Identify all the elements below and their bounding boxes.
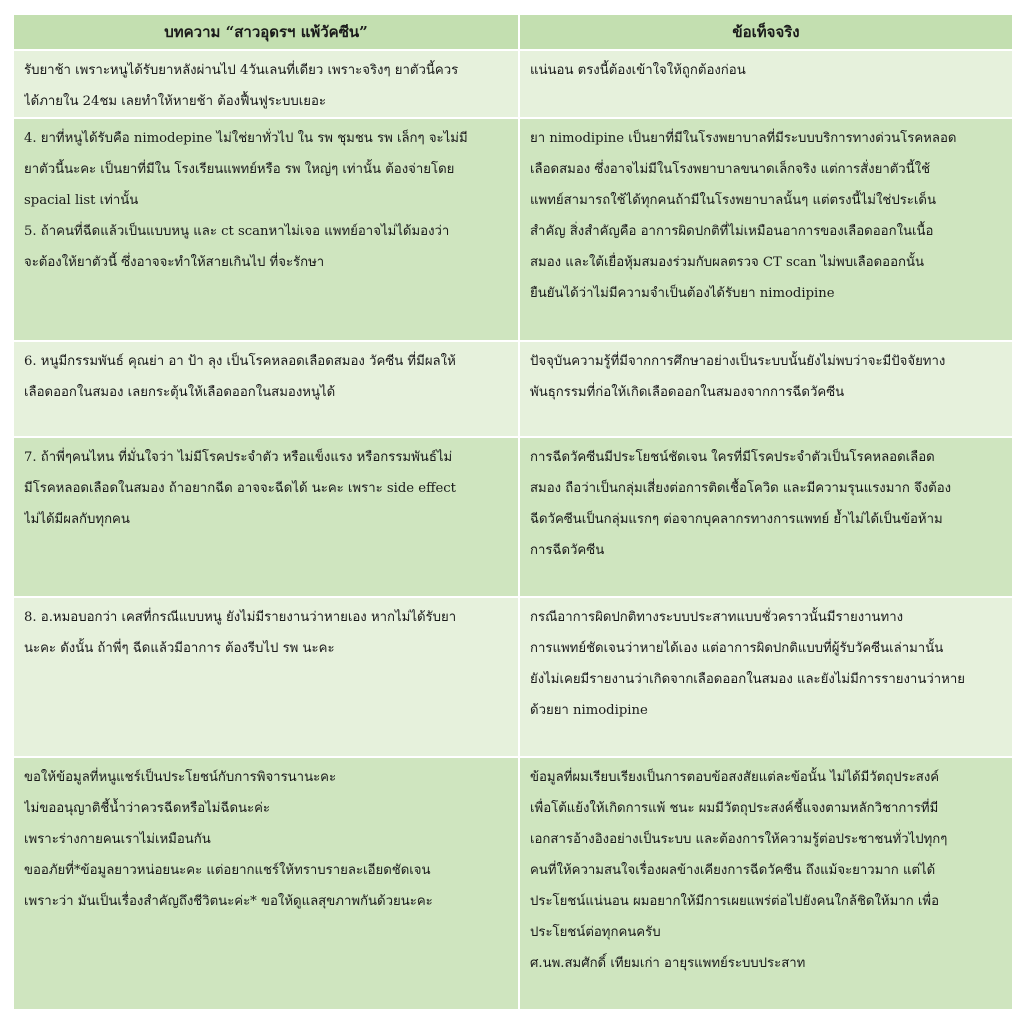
claim-cell — [13, 437, 519, 597]
header-article-claims: บทความ “สาวอุดรฯ แพ้วัคซีน” — [13, 14, 519, 50]
claim-line: 4. ยาที่หนูได้รับคือ nimodepine ไม่ใช่ยาทั่วไป ใน รพ ชุมชน รพ เล็กๆ จะไม่มี — [24, 131, 468, 146]
claim-line: มีโรคหลอดเลือดในสมอง ถ้าอยากฉีด อาจจะฉีดได้ นะคะ เพราะ side effect — [24, 481, 456, 496]
fact-line: กรณีอาการผิดปกติทางระบบประสาทแบบชั่วคราวนั้นมีรายงานทาง — [530, 610, 904, 625]
table-row — [13, 437, 1013, 597]
claim-line: 6. หนูมีกรรมพันธ์ คุณย่า อา ป้า ลุง เป็นโรคหลอดเลือดสมอง วัคซีน ที่มีผลให้ — [24, 354, 456, 369]
fact-line: สมอง และใต้เยื่อหุ้มสมองร่วมกับผลตรวจ CT scan ไม่พบเลือดออกนั้น — [530, 255, 925, 270]
claim-line: ขออภัยที่*ข้อมูลยาวหน่อยนะคะ แต่อยากแชร์ให้ทราบรายละเอียดชัดเจน — [24, 863, 431, 878]
claim-line: จะต้องให้ยาตัวนี้ ซึ่งอาจจะทำให้สายเกินไป ที่จะรักษา — [24, 255, 325, 270]
claim-cell — [13, 597, 519, 757]
fact-line: แน่นอน ตรงนี้ต้องเข้าใจให้ถูกต้องก่อน — [530, 63, 746, 78]
header-facts: ข้อเท็จจริง — [519, 14, 1013, 50]
comparison-table — [12, 13, 1014, 1011]
fact-line: การแพทย์ชัดเจนว่าหายได้เอง แต่อาการผิดปกติแบบที่ผู้รับวัคซีนเล่ามานั้น — [530, 641, 944, 656]
fact-line: ข้อมูลที่ผมเรียบเรียงเป็นการตอบข้อสงสัยแต่ละข้อนั้น ไม่ได้มีวัตถุประสงค์ — [530, 770, 940, 785]
claim-line: เพราะร่างกายคนเราไม่เหมือนกัน — [24, 832, 211, 847]
claim-line: ไม่ขออนุญาติชี้น้ำว่าควรฉีดหรือไม่ฉีดนะค่ะ — [24, 801, 271, 816]
fact-line: คนที่ให้ความสนใจเรื่องผลข้างเคียงการฉีดวัคซีน ถึงแม้จะยาวมาก แต่ได้ — [530, 863, 936, 878]
table-row — [13, 597, 1013, 757]
claim-line: 5. ถ้าคนที่ฉีดแล้วเป็นแบบหนู และ ct scanหาไม่เจอ แพทย์อาจไม่ได้มองว่า — [24, 224, 450, 239]
claim-line: spacial list เท่านั้น — [24, 193, 139, 208]
signature-line: ศ.นพ.สมศักดิ์ เทียมเก่า อายุรแพทย์ระบบประสาท — [530, 956, 806, 971]
table-row — [13, 757, 1013, 1010]
fact-cell — [519, 118, 1013, 341]
fact-line: การฉีดวัคซีน — [530, 543, 605, 558]
fact-line: สำคัญ สิ่งสำคัญคือ อาการผิดปกติที่ไม่เหมือนอาการของเลือดออกในเนื้อ — [530, 224, 934, 239]
fact-line: เลือดสมอง ซึ่งอาจไม่มีในโรงพยาบาลขนาดเล็กจริง แต่การสั่งยาตัวนี้ใช้ — [530, 162, 931, 177]
fact-line: การฉีดวัคซีนมีประโยชน์ชัดเจน ใครที่มีโรคประจำตัวเป็นโรคหลอดเลือด — [530, 450, 935, 465]
claim-line: เลือดออกในสมอง เลยกระตุ้นให้เลือดออกในสมองหนูได้ — [24, 385, 336, 400]
claim-line: ยาตัวนี้นะคะ เป็นยาที่มีใน โรงเรียนแพทย์หรือ รพ ใหญ่ๆ เท่านั้น ต้องจ่ายโดย — [24, 162, 455, 177]
claim-cell — [13, 118, 519, 341]
claim-line: ได้ภายใน 24ชม เลยทำให้หายช้า ต้องฟื้นฟูระบบเยอะ — [24, 94, 326, 109]
table-row — [13, 341, 1013, 437]
fact-line: ประโยชน์ต่อทุกคนครับ — [530, 925, 661, 940]
claim-line: ขอให้ข้อมูลที่หนูแชร์เป็นประโยชน์กับการพิจารนานะคะ — [24, 770, 337, 785]
fact-line: แพทย์สามารถใช้ได้ทุกคนถ้ามีในโรงพยาบาลนั้นๆ แต่ตรงนี้ไม่ใช่ประเด็น — [530, 193, 936, 208]
fact-line: ฉีดวัคซีนเป็นกลุ่มแรกๆ ต่อจากบุคลากรทางการแพทย์ ย้ำไม่ได้เป็นข้อห้าม — [530, 512, 943, 527]
table-row — [13, 50, 1013, 118]
claim-line: นะคะ ดังนั้น ถ้าพี่ๆ ฉีดแล้วมีอาการ ต้องรีบไป รพ นะคะ — [24, 641, 335, 656]
fact-cell — [519, 341, 1013, 437]
claim-line: 8. อ.หมอบอกว่า เคสที่กรณีแบบหนู ยังไม่มีรายงานว่าหายเอง หากไม่ได้รับยา — [24, 610, 457, 625]
fact-line: สมอง ถือว่าเป็นกลุ่มเสี่ยงต่อการติดเชื้อโควิด และมีความรุนแรงมาก จึงต้อง — [530, 481, 952, 496]
fact-line: ประโยชน์แน่นอน ผมอยากให้มีการเผยแพร่ต่อไปยังคนใกล้ชิดให้มาก เพื่อ — [530, 894, 939, 909]
fact-cell — [519, 757, 1013, 1010]
fact-line: เพื่อโต้แย้งให้เกิดการแพ้ ชนะ ผมมีวัตถุประสงค์ชี้แจงตามหลักวิชาการที่มี — [530, 801, 939, 816]
claim-line: เพราะว่า มันเป็นเรื่องสำคัญถึงชีวิตนะค่ะ* ขอให้ดูแลสุขภาพกันด้วยนะคะ — [24, 894, 433, 909]
fact-cell — [519, 437, 1013, 597]
fact-line: เอกสารอ้างอิงอย่างเป็นระบบ และต้องการให้ความรู้ต่อประชาชนทั่วไปทุกๆ — [530, 832, 948, 847]
claim-line: 7. ถ้าพี่ๆคนไหน ที่มั่นใจว่า ไม่มีโรคประจำตัว หรือแข็งแรง หรือกรรมพันธ์ไม่ — [24, 450, 453, 465]
fact-line: ปัจจุบันความรู้ที่มีจากการศึกษาอย่างเป็นระบบนั้นยังไม่พบว่าจะมีปัจจัยทาง — [530, 354, 946, 369]
claim-cell — [13, 50, 519, 118]
fact-line: ยา nimodipine เป็นยาที่มีในโรงพยาบาลที่มีระบบบริการทางด่วนโรคหลอด — [530, 131, 957, 146]
fact-cell — [519, 597, 1013, 757]
fact-line: พันธุกรรมที่ก่อให้เกิดเลือดออกในสมองจากการฉีดวัคซีน — [530, 385, 845, 400]
fact-line: ยืนยันได้ว่าไม่มีความจำเป็นต้องได้รับยา nimodipine — [530, 286, 835, 301]
claim-line: รับยาช้า เพราะหนูได้รับยาหลังผ่านไป 4วันเลนที่เดียว เพราะจริงๆ ยาตัวนี้ควร — [24, 63, 459, 78]
table-row — [13, 118, 1013, 341]
table-header-row — [13, 14, 1013, 50]
fact-line: ด้วยยา nimodipine — [530, 703, 648, 718]
claim-cell — [13, 757, 519, 1010]
claim-line: ไม่ได้มีผลกับทุกคน — [24, 512, 130, 527]
fact-cell — [519, 50, 1013, 118]
claim-cell — [13, 341, 519, 437]
fact-line: ยังไม่เคยมีรายงานว่าเกิดจากเลือดออกในสมอง และยังไม่มีการรายงานว่าหาย — [530, 672, 965, 687]
